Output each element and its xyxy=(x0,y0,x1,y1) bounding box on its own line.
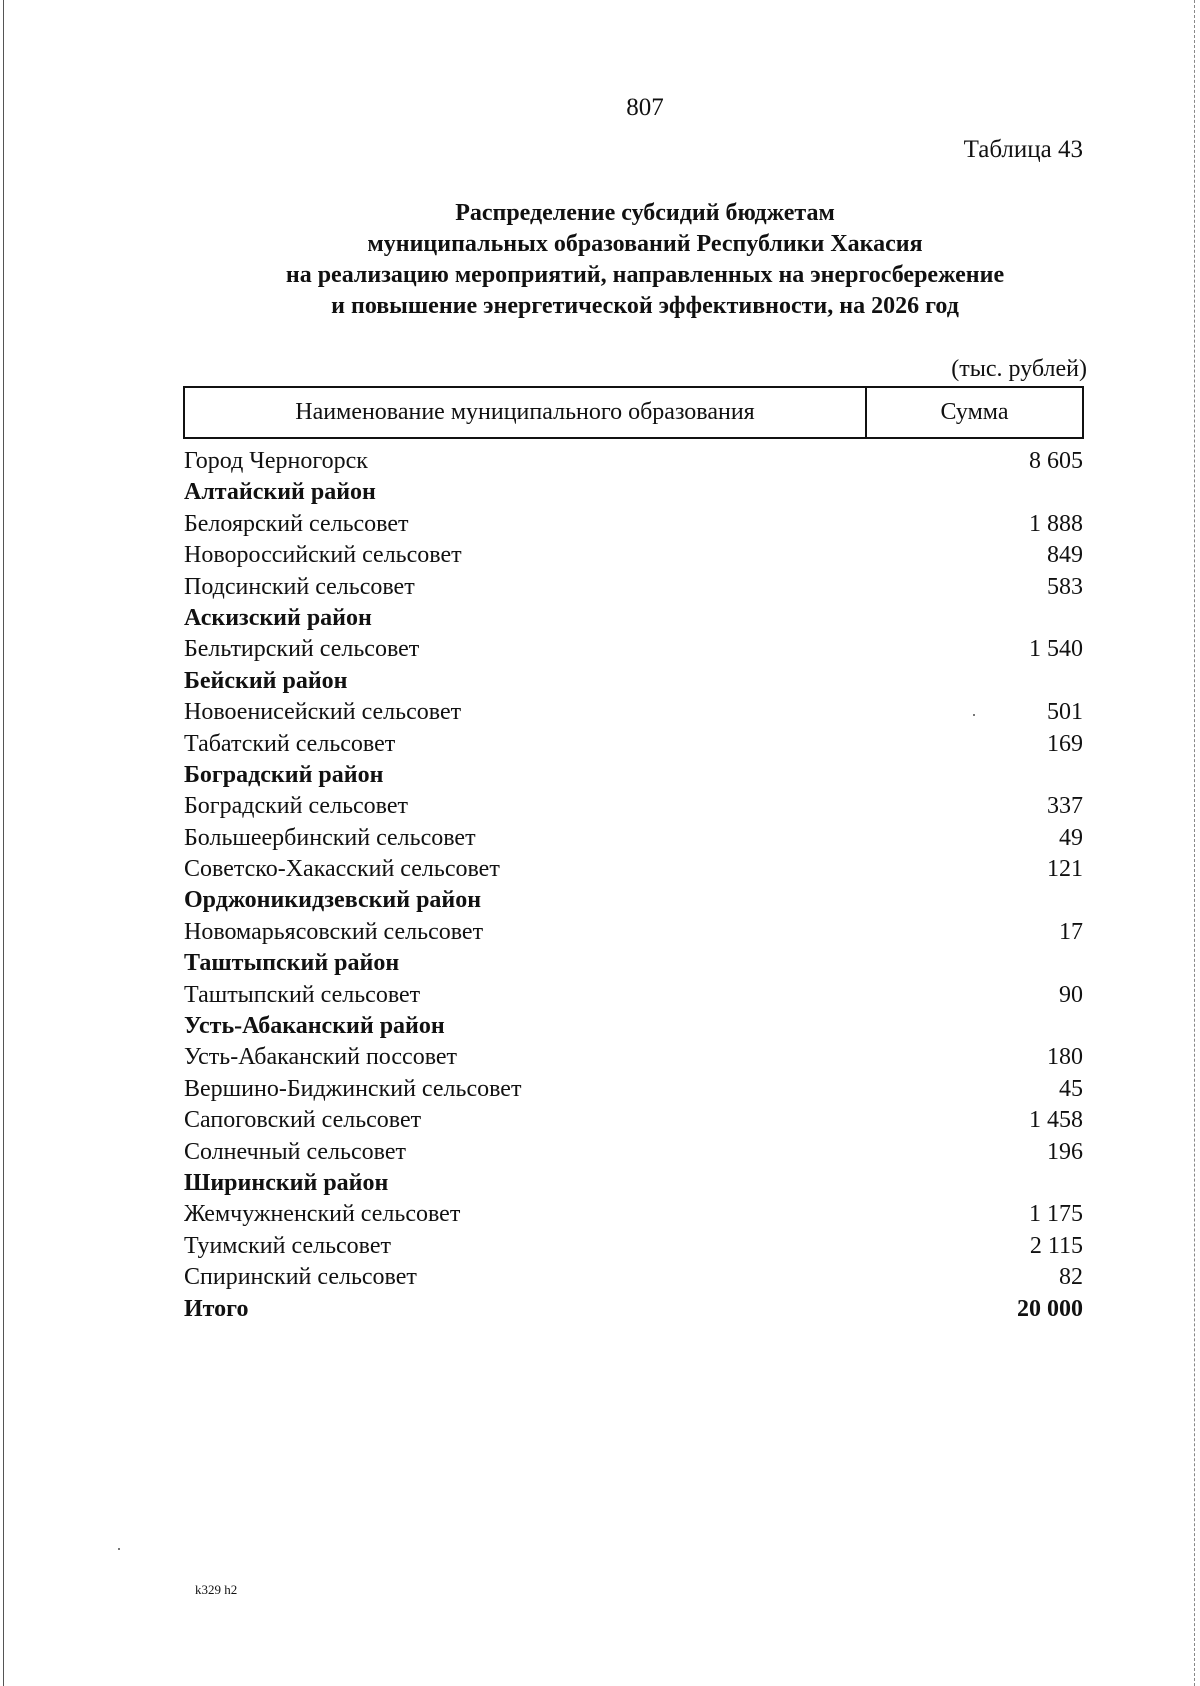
table-row xyxy=(184,729,1084,760)
row-value: 17 xyxy=(1059,918,1083,945)
row-value: 1 540 xyxy=(1029,636,1083,663)
district-heading-row xyxy=(184,1168,1084,1199)
row-value: 90 xyxy=(1059,981,1083,1008)
row-name: Бельтирский сельсовет xyxy=(184,636,420,663)
table-row xyxy=(184,917,1084,948)
column-header-sum: Сумма xyxy=(940,399,1009,425)
row-name: Усть-Абаканский район xyxy=(184,1013,445,1040)
title-line: муниципальных образований Республики Хакасия xyxy=(367,231,923,257)
row-name: Спиринский сельсовет xyxy=(184,1264,417,1291)
title-line: на реализацию мероприятий, направленных на энергосбережение xyxy=(285,262,1005,288)
table-row xyxy=(184,854,1084,885)
row-value: 1 888 xyxy=(1029,510,1083,537)
table-row xyxy=(184,1262,1084,1293)
row-value: 180 xyxy=(1047,1044,1083,1071)
row-name: Белоярский сельсовет xyxy=(184,510,409,537)
district-heading-row xyxy=(184,477,1084,508)
district-heading-row xyxy=(184,948,1084,979)
district-heading-row xyxy=(184,666,1084,697)
row-value: 849 xyxy=(1047,542,1083,569)
table-row xyxy=(184,823,1084,854)
row-name: Таштыпский сельсовет xyxy=(184,981,421,1008)
table-row xyxy=(184,791,1084,822)
row-name: Новомарьясовский сельсовет xyxy=(184,918,484,945)
title-line: и повышение энергетической эффективности, на 2026 год xyxy=(331,293,959,319)
table-row xyxy=(184,1137,1084,1168)
title-line: Распределение субсидий бюджетам xyxy=(455,200,835,226)
footer-code: k329 h2 xyxy=(195,1582,238,1597)
row-value: 337 xyxy=(1047,793,1083,820)
column-header-name: Наименование муниципального образования xyxy=(185,388,867,437)
table-header xyxy=(183,386,1084,439)
table-row xyxy=(184,509,1084,540)
table-row xyxy=(184,697,1084,728)
row-value: 501 xyxy=(1047,699,1083,726)
row-name: Табатский сельсовет xyxy=(184,730,396,757)
row-name: Итого xyxy=(184,1295,249,1322)
row-name: Вершино-Биджинский сельсовет xyxy=(184,1075,522,1102)
table-row xyxy=(184,1042,1084,1073)
table-row xyxy=(184,634,1084,665)
table-row xyxy=(184,540,1084,571)
row-value: 1 458 xyxy=(1029,1107,1083,1134)
row-name: Подсинский сельсовет xyxy=(184,573,415,600)
table-row xyxy=(184,1231,1084,1262)
row-name: Таштыпский район xyxy=(184,950,400,977)
unit-label: (тыс. рублей) xyxy=(951,356,1087,382)
row-name: Большеербинский сельсовет xyxy=(184,824,476,851)
total-row xyxy=(184,1294,1084,1325)
table-row xyxy=(184,980,1084,1011)
row-value: 583 xyxy=(1047,573,1083,600)
row-value: 2 115 xyxy=(1029,1232,1083,1259)
scan-speck xyxy=(118,1548,120,1550)
district-heading-row xyxy=(184,603,1084,634)
table-row xyxy=(184,572,1084,603)
table-row xyxy=(184,1074,1084,1105)
row-name: Туимский сельсовет xyxy=(184,1232,391,1259)
row-name: Боградский район xyxy=(184,761,384,788)
row-name: Орджоникидзевский район xyxy=(184,887,482,914)
table-row xyxy=(184,446,1084,477)
row-name: Алтайский район xyxy=(184,479,376,506)
district-heading-row xyxy=(184,1011,1084,1042)
row-value: 82 xyxy=(1059,1264,1083,1291)
row-name: Боградский сельсовет xyxy=(184,793,408,820)
row-name: Сапоговский сельсовет xyxy=(184,1107,422,1134)
row-value: 45 xyxy=(1059,1075,1083,1102)
district-heading-row xyxy=(184,760,1084,791)
row-name: Новоенисейский сельсовет xyxy=(184,699,462,726)
district-heading-row xyxy=(184,885,1084,916)
row-value: 1 175 xyxy=(1029,1201,1083,1228)
table-body xyxy=(184,446,1084,1325)
table-row xyxy=(184,1105,1084,1136)
row-name: Бейский район xyxy=(184,667,348,694)
table-row xyxy=(184,1199,1084,1230)
row-value: 169 xyxy=(1047,730,1083,757)
row-name: Советско-Хакасский сельсовет xyxy=(184,856,500,883)
scan-speck xyxy=(973,714,975,716)
row-name: Жемчужненский сельсовет xyxy=(184,1201,461,1228)
page-number: 807 xyxy=(626,94,664,121)
row-name: Ширинский район xyxy=(184,1169,389,1196)
row-value: 49 xyxy=(1059,824,1083,851)
row-name: Новороссийский сельсовет xyxy=(184,542,462,569)
row-value: 196 xyxy=(1047,1138,1083,1165)
row-name: Усть-Абаканский поссовет xyxy=(184,1044,458,1071)
row-value: 121 xyxy=(1047,856,1083,883)
row-name: Аскизский район xyxy=(184,604,372,631)
row-name: Город Черногорск xyxy=(184,448,368,474)
row-value: 8 605 xyxy=(1029,448,1083,474)
table-number: Таблица 43 xyxy=(963,136,1083,163)
document-title xyxy=(0,198,1200,322)
row-name: Солнечный сельсовет xyxy=(184,1138,406,1165)
row-value: 20 000 xyxy=(1017,1295,1083,1322)
